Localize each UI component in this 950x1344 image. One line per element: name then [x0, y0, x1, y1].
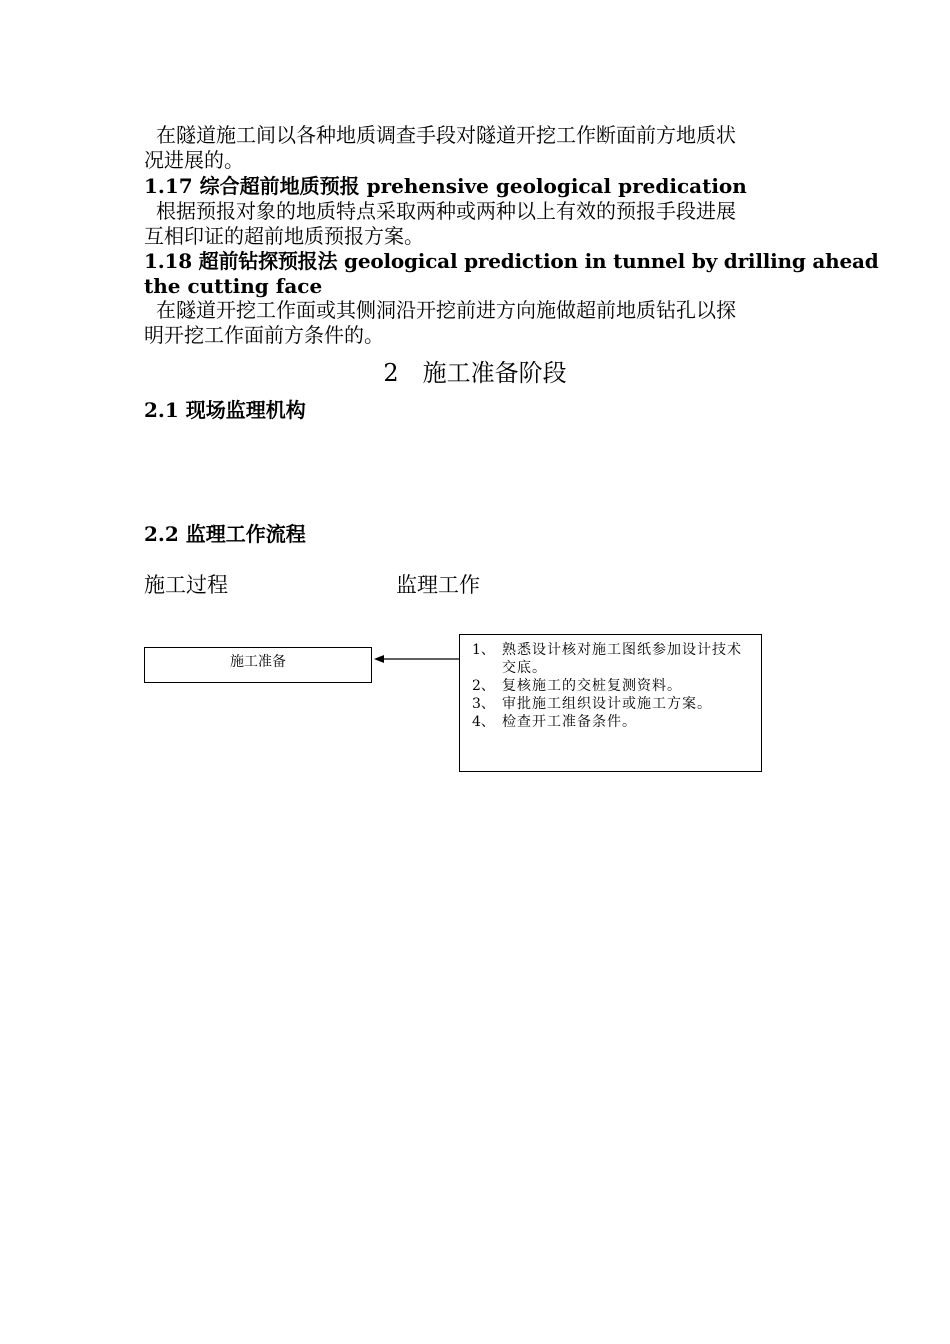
list-item: 3、 审批施工组织设计或施工方案。: [472, 696, 712, 712]
section-heading-1-18-cont: the cutting face: [144, 274, 323, 298]
supervision-task-list: [472, 641, 751, 731]
section-heading-1-18: 1.18 超前钻探预报法 geological prediction in tunnel by drilling ahead: [144, 249, 879, 273]
section-heading-2-2: 2.2 监理工作流程: [144, 522, 306, 546]
flow-column-header-supervision: 监理工作: [396, 573, 480, 597]
section-heading-2-1: 2.1 现场监理机构: [144, 398, 306, 422]
paragraph-line: 互相印证的超前地质预报方案。: [144, 224, 424, 248]
list-item: 2、 复核施工的交桩复测资料。: [472, 678, 682, 694]
flow-box-supervision-tasks: [459, 634, 762, 772]
list-item: 1、 熟悉设计核对施工图纸参加设计技术交底。: [472, 642, 742, 676]
list-item: 4、 检查开工准备条件。: [472, 714, 637, 730]
paragraph-line: 根据预报对象的地质特点采取两种或两种以上有效的预报手段进展: [156, 199, 736, 223]
chapter-heading: [0, 358, 950, 388]
flow-arrow-left: [372, 650, 462, 668]
flow-column-header-process: 施工过程: [144, 573, 228, 597]
paragraph-line: 明开挖工作面前方条件的。: [144, 323, 384, 347]
chapter-number: 2: [383, 359, 399, 387]
paragraph-line: 况进展的。: [144, 148, 244, 172]
paragraph-line: 在隧道开挖工作面或其侧洞沿开挖前进方向施做超前地质钻孔以探: [156, 298, 736, 322]
paragraph-line: 在隧道施工间以各种地质调查手段对隧道开挖工作断面前方地质状: [156, 123, 736, 147]
section-heading-1-17: 1.17 综合超前地质预报 prehensive geological predication: [144, 174, 747, 198]
flow-box-construction-prep: 施工准备: [144, 647, 372, 683]
chapter-title: 施工准备阶段: [422, 359, 567, 387]
